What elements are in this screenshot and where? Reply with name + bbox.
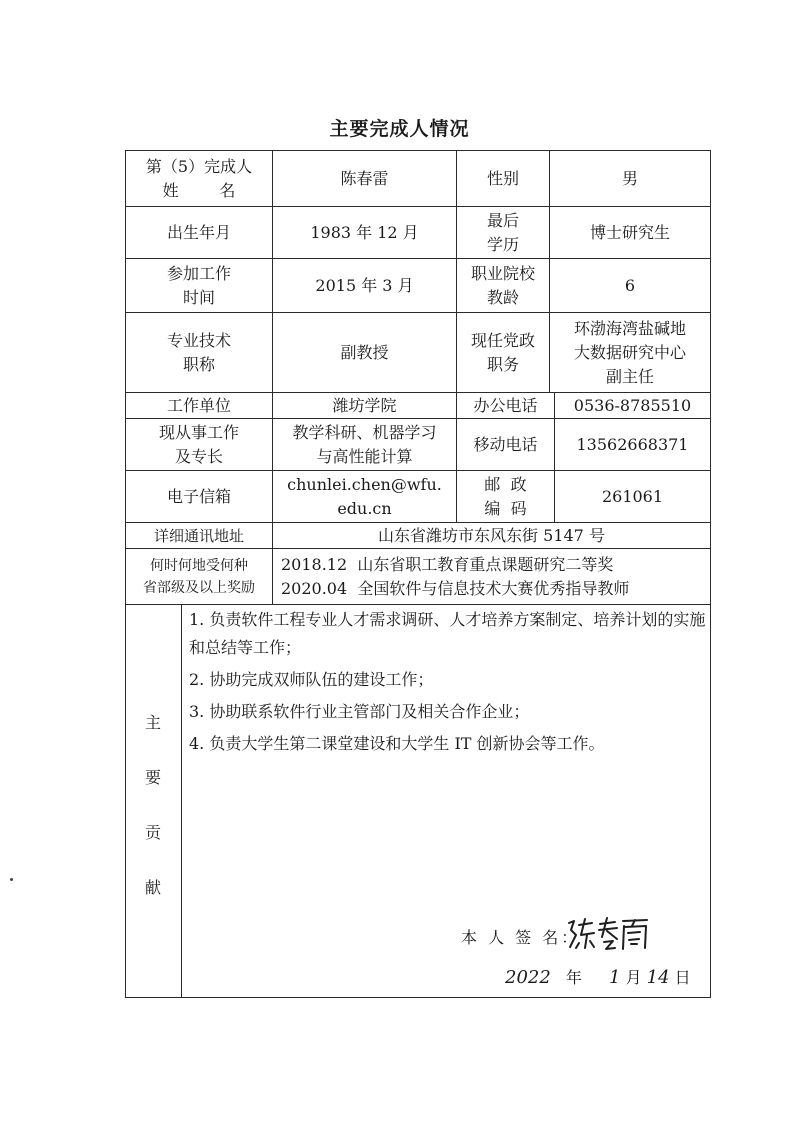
work-start-label-line: 参加工作 [166,264,231,283]
party-position-label [458,314,548,392]
birth-label: 出生年月 [166,223,231,242]
party-position-value [551,314,709,392]
row-divider [125,418,711,419]
birth-value: 1983 年 12 月 [310,223,419,242]
gender-label: 性别 [486,169,519,188]
education-label-line: 最后 [486,211,519,230]
professional-title-label [127,314,271,392]
education-label-line: 学历 [486,235,519,254]
professional-title-label-line: 职称 [182,355,215,374]
email-value [274,472,455,522]
work-start-label-line: 时间 [182,288,215,307]
email-line: chunlei.chen@wfu. [287,475,442,494]
row-divider [125,206,711,207]
education-label [458,208,548,258]
row-divider [125,522,711,523]
office-phone-label: 办公电话 [473,396,538,415]
contribution-item: 2. 协助完成双师队伍的建设工作； [189,670,434,689]
col-divider [181,604,182,998]
name-label-cell [127,152,271,206]
mobile-value: 13562668371 [576,435,689,454]
row-divider [125,258,711,259]
party-position-line: 大数据研究中心 [573,343,686,362]
work-unit-label: 工作单位 [166,396,231,415]
contribution-label-char: 要 [144,768,161,787]
party-position-label-line: 现任党政 [470,331,535,350]
postal-code-value: 261061 [601,487,664,506]
professional-title-label-line: 专业技术 [166,331,231,350]
work-start-value: 2015 年 3 月 [315,276,414,295]
signature-date [505,965,691,988]
name-label: 姓 名 [162,181,236,200]
vocational-years-label [458,260,548,312]
table-border [125,150,126,998]
row-divider [125,604,711,605]
party-position-line: 副主任 [605,367,654,386]
work-field-label-line: 及专长 [174,447,223,466]
contribution-item: 1. 负责软件工程专业人才需求调研、人才培养方案制定、培养计划的实施和总结等工作； [189,610,706,657]
date-year-unit: 年 [565,968,582,987]
office-phone-value: 0536-8785510 [573,396,692,415]
table-border [125,150,711,151]
professional-title-value: 副教授 [340,343,389,362]
gender-value: 男 [621,169,638,188]
address-label: 详细通讯地址 [153,527,244,545]
work-unit-value: 潍坊学院 [332,396,397,415]
address-value: 山东省潍坊市东风东街 5147 号 [378,526,605,545]
col-divider [456,150,457,522]
work-field-label [127,420,271,470]
postal-label-line: 邮 政 [484,475,527,494]
award-item: 2020.04 全国软件与信息技术大赛优秀指导教师 [281,579,630,598]
signature-label: 本 人 签 名： [461,928,581,947]
vocational-years-value: 6 [624,276,636,295]
vocational-label-line: 职业院校 [470,264,535,283]
postal-code-label [458,472,553,522]
scan-speck [10,878,13,881]
education-value: 博士研究生 [589,223,670,242]
award-item: 2018.12 山东省职工教育重点课题研究二等奖 [281,555,614,574]
work-field-line: 与高性能计算 [316,447,413,466]
awards-value [281,550,709,604]
page-title: 主要完成人情况 [329,118,470,140]
date-day-unit: 日 [674,968,691,987]
work-field-value [274,420,455,470]
row-divider [125,548,711,549]
work-field-line: 教学科研、机器学习 [292,423,437,442]
postal-label-line: 编 码 [484,499,527,518]
awards-label-line: 何时何地受何种 [150,558,248,574]
col-divider [554,392,555,522]
date-year: 2022 [505,967,551,988]
contribution-list [189,606,707,762]
contribution-item: 3. 协助联系软件行业主管部门及相关合作企业； [189,702,530,721]
row-divider [125,392,711,393]
table-border [125,997,711,998]
contribution-label-char: 献 [144,878,161,897]
party-position-label-line: 职务 [486,355,519,374]
party-position-line: 环渤海湾盐碱地 [573,319,686,338]
rank-label: 第（5）完成人 [145,157,253,176]
info-form [125,150,711,998]
row-divider [125,312,711,313]
col-divider [272,150,273,522]
date-month-unit: 月 [625,968,642,987]
email-line: edu.cn [337,499,392,518]
contribution-label-char: 贡 [144,823,161,842]
contribution-item: 4. 负责大学生第二课堂建设和大学生 IT 创新协会等工作。 [189,734,605,753]
awards-label [127,550,271,604]
name-value: 陈春雷 [340,169,389,188]
work-start-label [127,260,271,312]
date-day: 14 [646,967,670,988]
table-border [710,150,711,998]
mobile-label: 移动电话 [473,435,538,454]
email-label: 电子信箱 [166,487,231,506]
col-divider [549,150,550,392]
work-field-label-line: 现从事工作 [158,423,239,442]
date-month: 1 [609,967,621,988]
vocational-label-line: 教龄 [486,288,519,307]
handwritten-signature [565,915,651,953]
contribution-label-char: 主 [144,713,161,732]
awards-label-line: 省部级及以上奖励 [143,580,255,596]
col-divider [272,522,273,604]
row-divider [125,470,711,471]
